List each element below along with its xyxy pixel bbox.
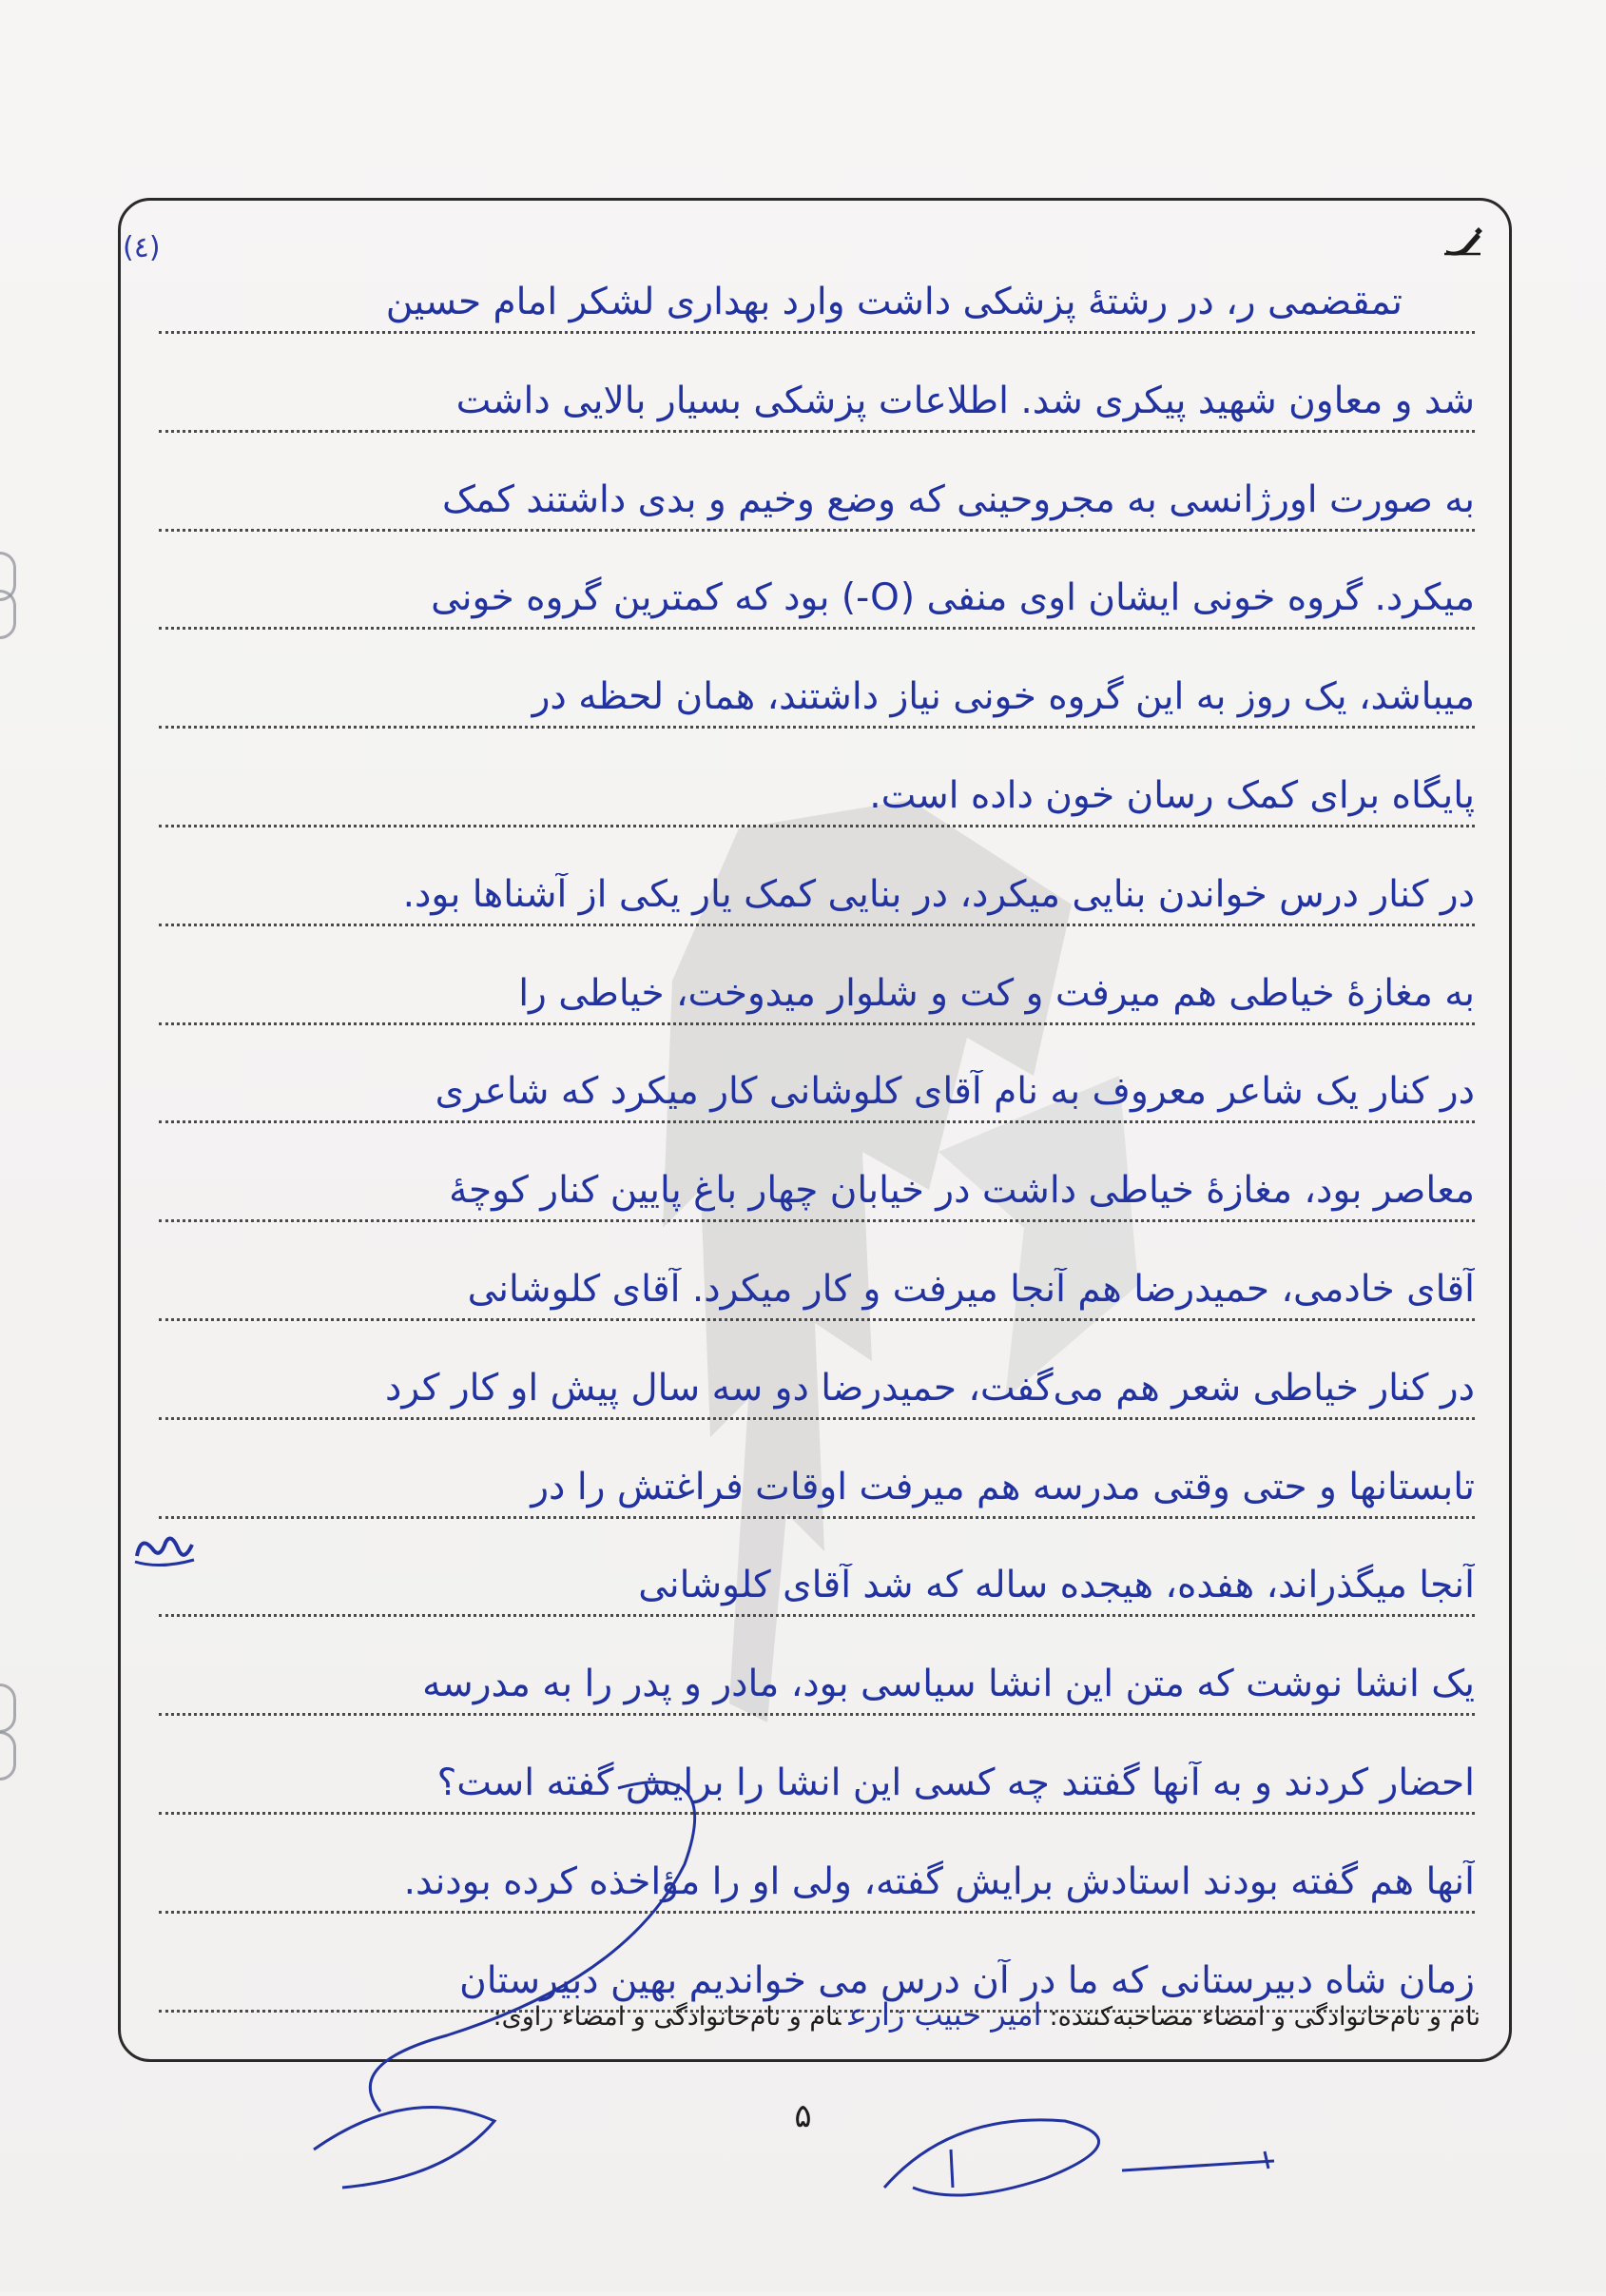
page-number: ۵ bbox=[794, 2097, 812, 2135]
text-line: در کنار یک شاعر معروف به نام آقای کلوشانی کار میکرد که شاعری bbox=[159, 1028, 1475, 1123]
text-line: در کنار خیاطی شعر هم می‌گفت، حمیدرضا دو سه سال پیش او کار کرد bbox=[159, 1325, 1475, 1420]
text-line: تمقضمی ر، در رشتهٔ پزشکی داشت وارد بهداری لشکر امام حسین bbox=[159, 239, 1475, 334]
text-line: معاصر بود، مغازهٔ خیاطی داشت در خیابان چهار باغ پایین کنار کوچهٔ bbox=[159, 1127, 1475, 1222]
text-line: به مغازهٔ خیاطی هم میرفت و کت و شلوار میدوخت، خیاطی را bbox=[159, 930, 1475, 1025]
page-marker: (٤) bbox=[123, 231, 161, 264]
text-line: میباشد، یک روز به این گروه خونی نیاز داشتند، همان لحظه در bbox=[159, 633, 1475, 729]
narrator-label: نام و نام‌خانوادگی و امضاء راوی: bbox=[493, 2002, 842, 2032]
text-line: در کنار درس خواندن بنایی میکرد، در بنایی کمک یار یکی از آشناها بود. bbox=[159, 831, 1475, 926]
text-line: آقای خادمی، حمیدرضا هم آنجا میرفت و کار میکرد. آقای کلوشانی bbox=[159, 1226, 1475, 1321]
form-frame bbox=[118, 198, 1512, 2062]
text-line: آنها هم گفته بودند استادش برایش گفته، ولی او را مؤاخذه کرده بودند. bbox=[159, 1819, 1475, 1914]
text-line: تابستانها و حتی وقتی مدرسه هم میرفت اوقات فراغتش را در bbox=[159, 1424, 1475, 1519]
interviewer-name: امیر حبیب زارع bbox=[848, 1996, 1042, 2033]
text-line: احضار کردند و به آنها گفتند چه کسی این انشا را برایش گفته است؟ bbox=[159, 1720, 1475, 1815]
text-line: آنجا میگذراند، هفده، هیجده ساله که شد آقای کلوشانی bbox=[159, 1522, 1475, 1617]
text-line: شد و معاون شهید پیکری شد. اطلاعات پزشکی بسیار بالایی داشت bbox=[159, 338, 1475, 433]
interviewer-label: نام و نام‌خانوادگی و امضاء مصاحبه‌کننده: bbox=[1049, 2002, 1480, 2032]
text-line: پایگاه برای کمک رسان خون داده است. bbox=[159, 732, 1475, 827]
scribble-mark bbox=[131, 1527, 198, 1569]
signature-footer bbox=[493, 1996, 1480, 2033]
text-line: زمان شاه دبیرستانی که ما در آن درس می خواندیم بهین دبیرستان bbox=[159, 1917, 1475, 2013]
binding-ring-mark bbox=[0, 1731, 16, 1780]
binding-ring-mark bbox=[0, 1683, 16, 1733]
handwritten-lines bbox=[159, 239, 1475, 2015]
text-line: یک انشا نوشت که متن این انشا سیاسی بود، مادر و پدر را به مدرسه bbox=[159, 1621, 1475, 1716]
text-line: به صورت اورژانسی به مجروحینی که وضع وخیم و بدی داشتند کمک bbox=[159, 437, 1475, 532]
binding-ring-mark bbox=[0, 590, 16, 639]
text-line: میکرد. گروه خونی ایشان اوی منفی (O-) بود که کمترین گروه خونی bbox=[159, 535, 1475, 630]
